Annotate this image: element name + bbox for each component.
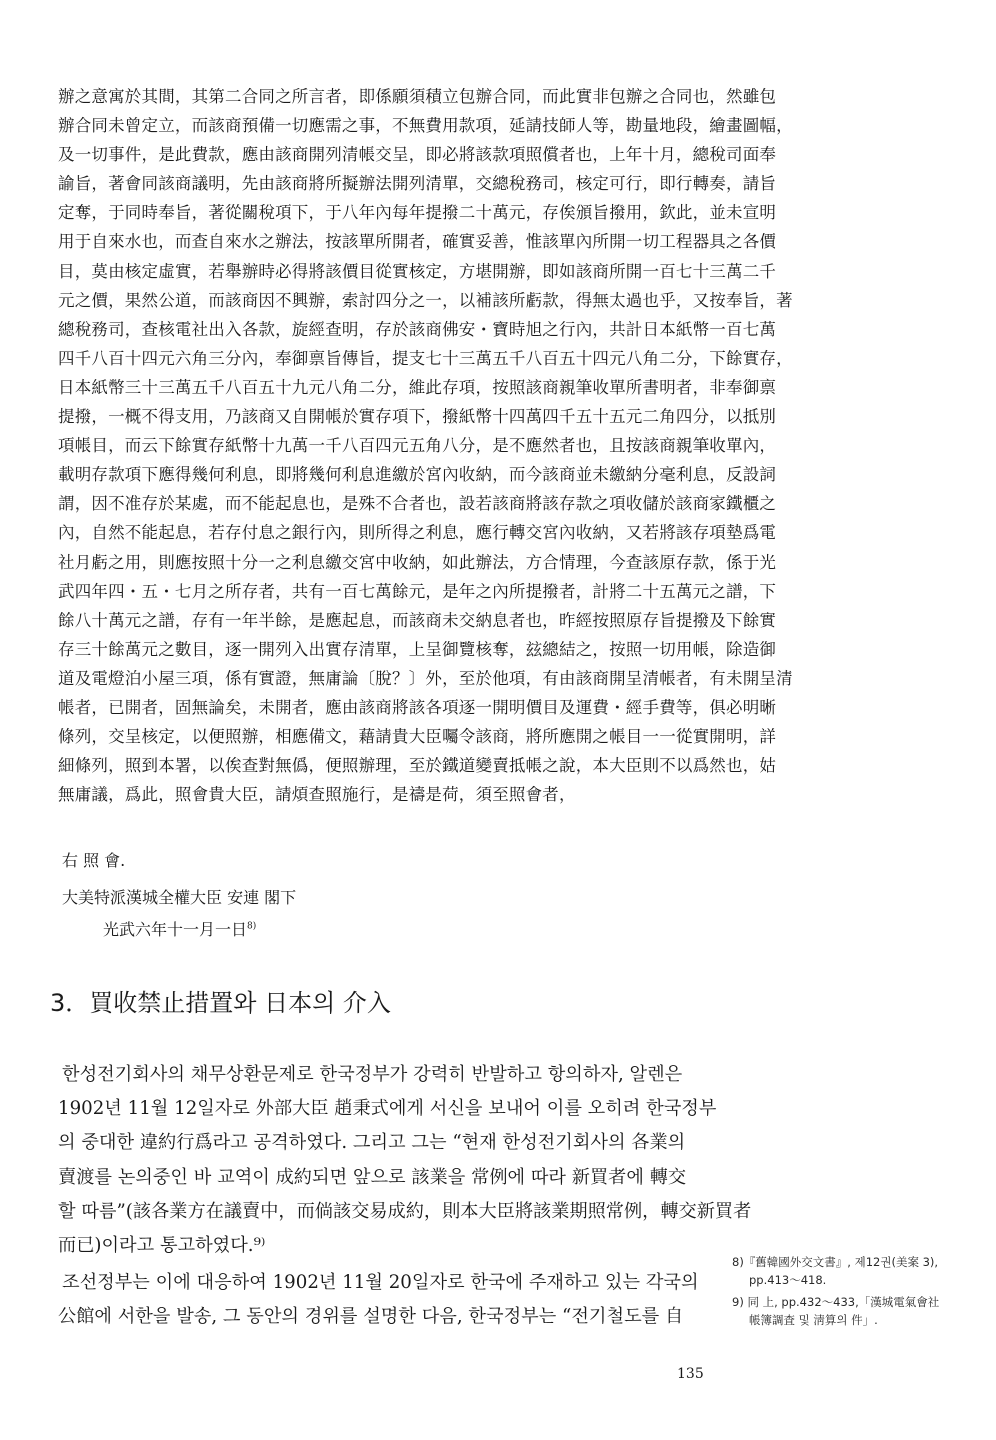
section-title: 3．買收禁止措置와 日本의 介入 (50, 989, 391, 1017)
footnote-9 (732, 1293, 982, 1329)
footnote-ref: 8) (247, 921, 257, 932)
han-line: 社月虧之用，則應按照十分一之利息繳交宮中收納，如此辦法，方合情理，今查該原存款，係于光 (58, 552, 777, 572)
han-line: 條列，交呈核定，以便照辦，相應備文，藉請貴大臣囑令該商，將所應開之帳目一一從實開明，詳 (58, 727, 777, 747)
classical-chinese-letter (58, 82, 793, 809)
han-line: 目，莫由核定虛實，若舉辦時必得將該價目從實核定，方堪開辦，即如該商所開一百七十三萬二千 (58, 261, 777, 281)
han-line: 提撥，一概不得支用，乃該商又自開帳於實存項下，撥紙幣十四萬四千五十五元二角四分，以抵別 (58, 407, 777, 427)
kor-line: 할 따름”(該各業方在議賣中，而倘該交易成約，則本大臣將該業期照常例，轉交新買者 (58, 1200, 752, 1222)
han-line: 項帳目，而云下餘實存紙幣十九萬一千八百四元五角八分，是不應然者也，且按該商親筆收單內， (58, 436, 777, 456)
kor-line: 而已)이라고 통고하였다.⁹⁾ (58, 1234, 266, 1256)
closing-date-line (103, 917, 256, 940)
closing-addressee: 大美特派漢城全權大臣 安連 閣下 (62, 888, 297, 907)
footnote-text: 9) 同 上, pp.432～433,「漢城電氣會社 (732, 1295, 940, 1309)
korean-body (58, 1058, 752, 1335)
han-line: 辦之意寓於其間，其第二合同之所言者，即係願須積立包辦合同，而此實非包辦之合同也，然雖包 (58, 87, 777, 106)
kor-line: 조선정부는 이에 대응하여 1902년 11월 20일자로 한국에 주재하고 있는 각국의 (62, 1272, 699, 1294)
han-line: 總稅務司，查核電社出入各款，旋經查明，存於該商佛安・寶時旭之行內，共計日本紙幣一百七萬 (58, 319, 777, 339)
han-line: 定奪，于同時奉旨，著從關稅項下，于八年內每年提撥二十萬元，存俟頒旨撥用，欽此，並未宣明 (58, 203, 777, 223)
han-line: 辦合同未曾定立，而該商預備一切應需之事，不無費用款項，延請技師人等，勘量地段，繪畫圖幅， (58, 116, 793, 136)
han-line: 餘八十萬元之譜，存有一年半餘，是應起息，而該商未交納息者也，昨經按照原存旨提撥及下餘實 (58, 610, 777, 630)
page-number: 135 (677, 1366, 704, 1382)
han-line: 武四年四・五・七月之所存者，共有一百七萬餘元，是年之內所提撥者，計將二十五萬元之譜，下 (58, 581, 777, 601)
footnote-text: 帳簿調査 및 淸算의 件」. (749, 1313, 878, 1327)
han-line: 用于自來水也，而查自來水之辦法，按該單所開者，確實妥善，惟該單內所開一切工程器具之各價 (58, 232, 777, 252)
footnotes (732, 1253, 982, 1333)
han-line: 及一切事件，是此費款，應由該商開列清帳交呈，即必將該款項照償者也，上年十月，總稅司面奉 (58, 145, 777, 165)
kor-line: 한성전기회사의 채무상환문제로 한국정부가 강력히 반발하고 항의하자, 알렌은 (62, 1064, 683, 1085)
han-line: 內，自然不能起息，若存付息之銀行內，則所得之利息，應行轉交宮內收納，又若將該存項墊爲電 (58, 523, 777, 543)
han-line: 道及電燈泊小屋三項，係有實證，無庸論〔脫？〕外，至於他項，有由該商開呈清帳者，有未開呈清 (58, 668, 793, 688)
kor-line: 公館에 서한을 발송, 그 동안의 경위를 설명한 다음, 한국정부는 “전기철도를 自 (58, 1306, 684, 1328)
han-line: 存三十餘萬元之數目，逐一開列入出實存清單，上呈御覽核奪，玆總結之，按照一切用帳，除造御 (58, 639, 777, 659)
han-line: 載明存款項下應得幾何利息，即將幾何利息進繳於宮內收納，而今該商並未繳納分毫利息，反設詞 (58, 465, 777, 485)
kor-line: 의 중대한 違約行爲라고 공격하였다. 그리고 그는 “현재 한성전기회사의 各業의 (58, 1132, 686, 1154)
han-line: 元之價，果然公道，而該商因不興辦，索討四分之一，以補該所虧款，得無太過也乎，又按奉旨，著 (58, 290, 793, 310)
footnote-8 (732, 1253, 982, 1289)
han-line: 無庸議，爲此，照會貴大臣，請煩查照施行，是禱是荷，須至照會者， (58, 785, 576, 805)
kor-line: 賣渡를 논의중인 바 교역이 成約되면 앞으로 該業을 常例에 따라 新買者에 轉交 (58, 1166, 687, 1188)
han-line: 帳者，已開者，固無論矣，未開者，應由該商將該各項逐一開明價目及運費・經手費等，俱必明晰 (58, 697, 777, 717)
han-line: 諭旨，著會同該商議明，先由該商將所擬辦法開列清單，交總稅務司，核定可行，即行轉奏，請旨 (58, 174, 777, 194)
closing-date: 光武六年十一月一日 (103, 920, 248, 939)
kor-line: 1902년 11월 12일자로 外部大臣 趙秉式에게 서신을 보내어 이를 오히려 한국정부 (58, 1098, 717, 1120)
han-line: 謂，因不准存於某處，而不能起息也，是殊不合者也，設若該商將該存款之項收儲於該商家鐵櫃之 (58, 494, 777, 514)
footnote-text: pp.413～418. (749, 1273, 827, 1287)
han-line: 日本紙幣三十三萬五千八百五十九元八角二分，維此存項，按照該商親筆收單所書明者，非奉御禀 (58, 377, 777, 397)
han-line: 細條列，照到本署，以俟查對無僞，便照辦理，至於鐵道變賣抵帳之說，本大臣則不以爲然也，姑 (58, 756, 777, 776)
footnote-text: 8)『舊韓國外交文書』, 제12권(美案 3), (732, 1255, 939, 1269)
han-line: 四千八百十四元六角三分內，奉御禀旨傳旨，提支七十三萬五千八百五十四元八角二分，下餘實存， (58, 348, 793, 368)
closing-you-zhao-hui: 右 照 會. (62, 851, 126, 870)
